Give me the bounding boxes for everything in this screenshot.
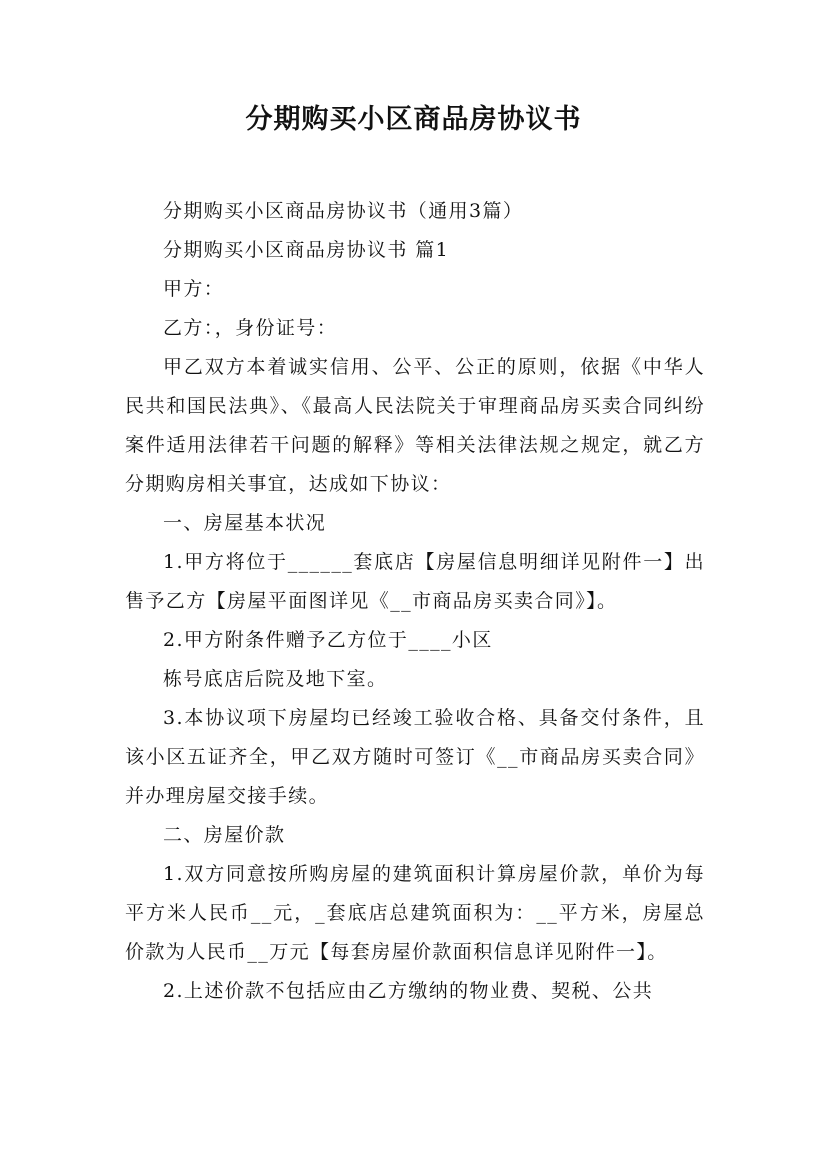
- paragraph-clause-2-1: 1.双方同意按所购房屋的建筑面积计算房屋价款，单价为每平方米人民币__元，_套底店总建筑面积为：__平方米，房屋总价款为人民币__万元【每套房屋价款面积信息详见附件一】。: [125, 863, 705, 963]
- paragraph-clause-1-3: 3.本协议项下房屋均已经竣工验收合格、具备交付条件，且该小区五证齐全，甲乙双方随时可签订《__市商品房买卖合同》并办理房屋交接手续。: [125, 707, 705, 807]
- paragraph-party-b: 乙方：，身份证号：: [163, 317, 338, 339]
- paragraph-heading-price: 二、房屋价款: [163, 824, 286, 846]
- document-body: [125, 192, 705, 1011]
- paragraph-preamble: 甲乙双方本着诚实信用、公平、公正的原则，依据《中华人民共和国民法典》、《最高人民法院关于审理商品房买卖合同纠纷案件适用法律若干问题的解释》等相关法律法规之规定，就乙方分期购房相关事宜，达成如下协议：: [125, 356, 705, 495]
- paragraph-party-a: 甲方：: [163, 278, 225, 300]
- paragraph-clause-2-2: 2.上述价款不包括应由乙方缴纳的物业费、契税、公共: [163, 980, 654, 1002]
- paragraph-section-heading: 分期购买小区商品房协议书 篇1: [163, 239, 450, 261]
- paragraph-heading-property-status: 一、房屋基本状况: [163, 512, 327, 534]
- document-title: 分期购买小区商品房协议书: [245, 104, 582, 135]
- paragraph-clause-1-2-continued: 栋号底店后院及地下室。: [163, 668, 388, 690]
- paragraph-clause-1-2: 2.甲方附条件赠予乙方位于____小区: [163, 629, 493, 651]
- paragraph-clause-1-1: 1.甲方将位于______套底店【房屋信息明细详见附件一】出售予乙方【房屋平面图详见《__市商品房买卖合同》】。: [125, 551, 705, 612]
- paragraph-subtitle: 分期购买小区商品房协议书（通用3篇）: [163, 200, 524, 222]
